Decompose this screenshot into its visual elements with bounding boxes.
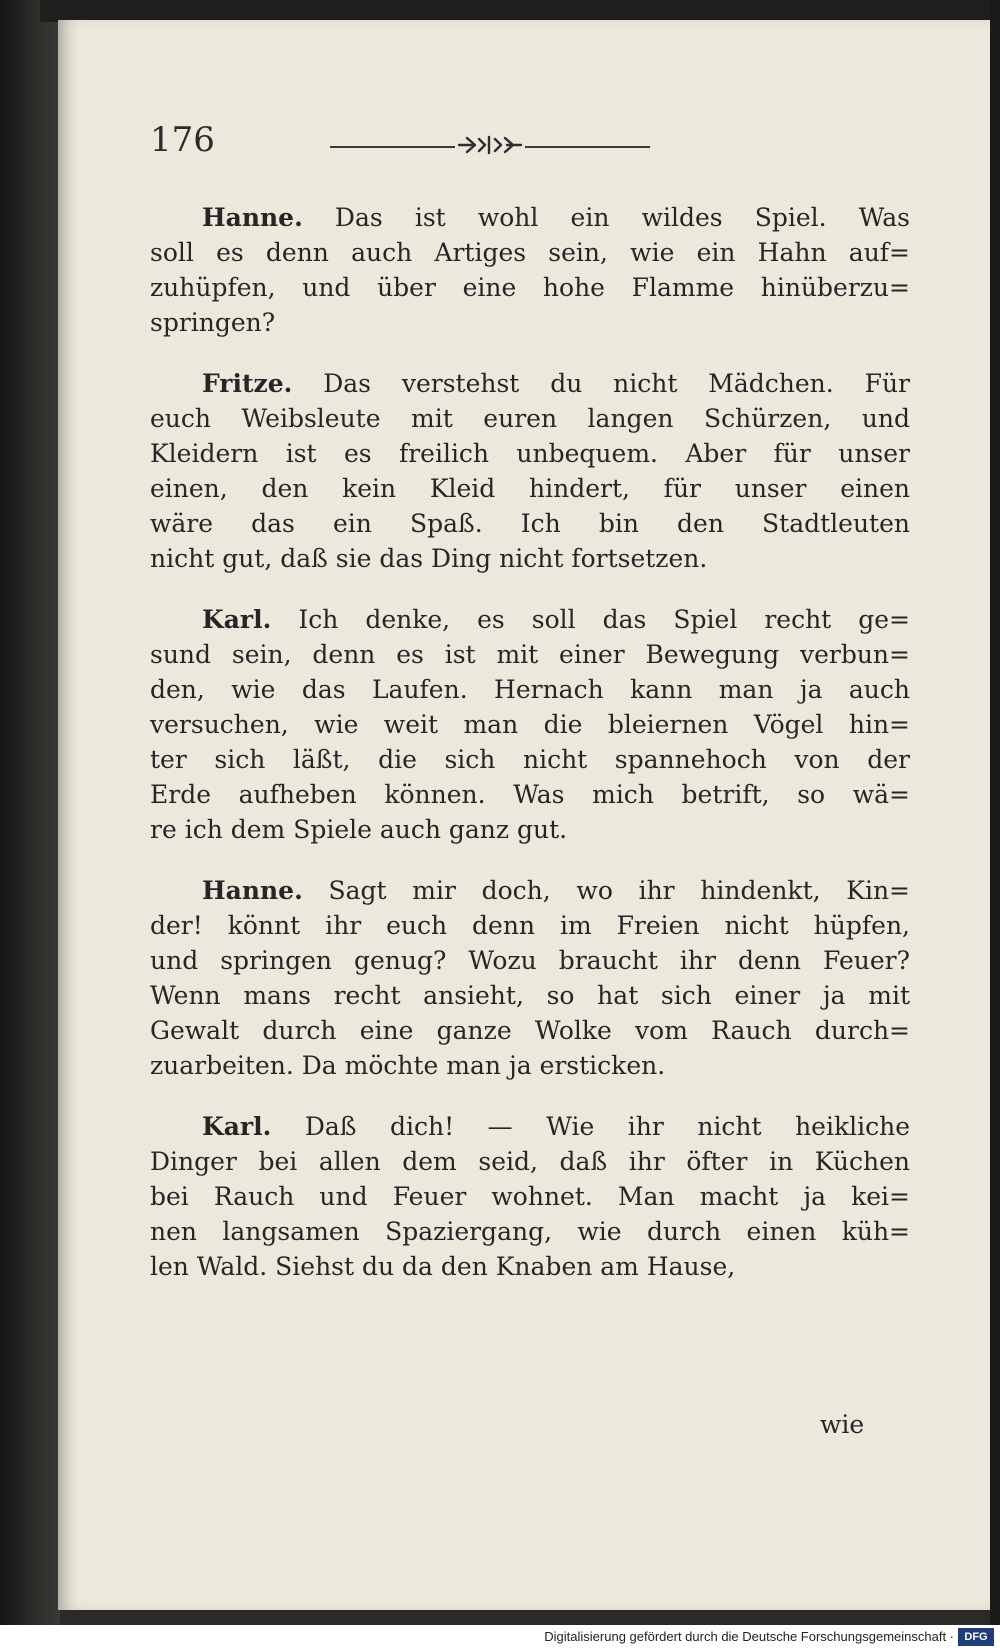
line-text: wäre das ein Spaß. Ich bin den Stadtleuten: [150, 509, 910, 538]
text-line: [150, 1214, 910, 1249]
book-right-edge: [990, 0, 1000, 1651]
text-line: [150, 541, 910, 576]
line-text: len Wald. Siehst du da den Knaben am Hause,: [150, 1252, 736, 1281]
line-text: Sagt mir doch, wo ihr hindenkt, Kin=: [328, 876, 910, 905]
dialogue-paragraph: [150, 873, 910, 1083]
text-line: [150, 506, 910, 541]
speaker-name: Hanne.: [202, 203, 303, 232]
text-line: [150, 235, 910, 270]
book-binding: [0, 0, 60, 1651]
page-number: 176: [150, 120, 215, 160]
speaker-name: Hanne.: [202, 876, 303, 905]
line-text: nicht gut, daß sie das Ding nicht fortsetzen.: [150, 544, 708, 573]
line-text: sund sein, denn es ist mit einer Bewegung verbun=: [150, 640, 910, 669]
line-text: und springen genug? Wozu braucht ihr denn Feuer?: [150, 946, 910, 975]
text-line: [150, 637, 910, 672]
text-line: [150, 873, 910, 908]
digitization-footer: [0, 1625, 1000, 1651]
text-line: [150, 401, 910, 436]
line-text: Gewalt durch eine ganze Wolke vom Rauch durch=: [150, 1016, 910, 1045]
line-text: euch Weibsleute mit euren langen Schürzen, und: [150, 404, 910, 433]
line-text: Wenn mans recht ansieht, so hat sich einer ja mit: [150, 981, 910, 1010]
text-line: [150, 812, 910, 847]
line-text: Kleidern ist es freilich unbequem. Aber für unser: [150, 439, 910, 468]
line-text: den, wie das Laufen. Hernach kann man ja auch: [150, 675, 910, 704]
ornament-icon: [455, 132, 525, 158]
line-text: re ich dem Spiele auch ganz gut.: [150, 815, 568, 844]
text-line: [150, 908, 910, 943]
line-text: soll es denn auch Artiges sein, wie ein Hahn auf=: [150, 238, 910, 267]
page-header: [150, 120, 710, 170]
line-text: springen?: [150, 308, 276, 337]
text-line: [150, 707, 910, 742]
text-line: [150, 777, 910, 812]
page-text: [150, 200, 910, 1310]
text-line: [150, 436, 910, 471]
line-text: Daß dich! — Wie ihr nicht heikliche: [304, 1112, 910, 1141]
text-line: [150, 602, 910, 637]
line-text: einen, den kein Kleid hindert, für unser einen: [150, 474, 910, 503]
line-text: Das ist wohl ein wildes Spiel. Was: [334, 203, 910, 232]
text-line: [150, 742, 910, 777]
dialogue-paragraph: [150, 200, 910, 340]
text-line: [150, 943, 910, 978]
dialogue-paragraph: [150, 366, 910, 576]
text-line: [150, 1249, 910, 1284]
dialogue-paragraph: [150, 602, 910, 847]
text-line: [150, 978, 910, 1013]
speaker-name: Karl.: [202, 605, 272, 634]
text-line: [150, 1109, 910, 1144]
text-line: [150, 1179, 910, 1214]
line-text: zuhüpfen, und über eine hohe Flamme hinüberzu=: [150, 273, 910, 302]
book-top-edge: [40, 0, 1000, 22]
line-text: der! könnt ihr euch denn im Freien nicht hüpfen,: [150, 911, 910, 940]
line-text: Erde aufheben können. Was mich betrift, so wä=: [150, 780, 910, 809]
text-line: [150, 1144, 910, 1179]
text-line: [150, 366, 910, 401]
text-line: [150, 672, 910, 707]
footer-credit: Digitalisierung gefördert durch die Deutsche Forschungsgemeinschaft ·: [544, 1629, 954, 1644]
line-text: versuchen, wie weit man die bleiernen Vögel hin=: [150, 710, 910, 739]
line-text: Dinger bei allen dem seid, daß ihr öfter in Küchen: [150, 1147, 910, 1176]
dialogue-paragraph: [150, 1109, 910, 1284]
text-line: [150, 305, 910, 340]
catchword: wie: [820, 1410, 865, 1439]
line-text: ter sich läßt, die sich nicht spannehoch von der: [150, 745, 910, 774]
line-text: Ich denke, es soll das Spiel recht ge=: [298, 605, 910, 634]
speaker-name: Karl.: [202, 1112, 272, 1141]
text-line: [150, 200, 910, 235]
text-line: [150, 270, 910, 305]
speaker-name: Fritze.: [202, 369, 293, 398]
text-line: [150, 1013, 910, 1048]
line-text: zuarbeiten. Da möchte man ja ersticken.: [150, 1051, 666, 1080]
text-line: [150, 471, 910, 506]
text-line: [150, 1048, 910, 1083]
line-text: bei Rauch und Feuer wohnet. Man macht ja kei=: [150, 1182, 910, 1211]
dfg-logo: DFG: [958, 1628, 994, 1646]
line-text: nen langsamen Spaziergang, wie durch einen küh=: [150, 1217, 910, 1246]
line-text: Das verstehst du nicht Mädchen. Für: [323, 369, 910, 398]
